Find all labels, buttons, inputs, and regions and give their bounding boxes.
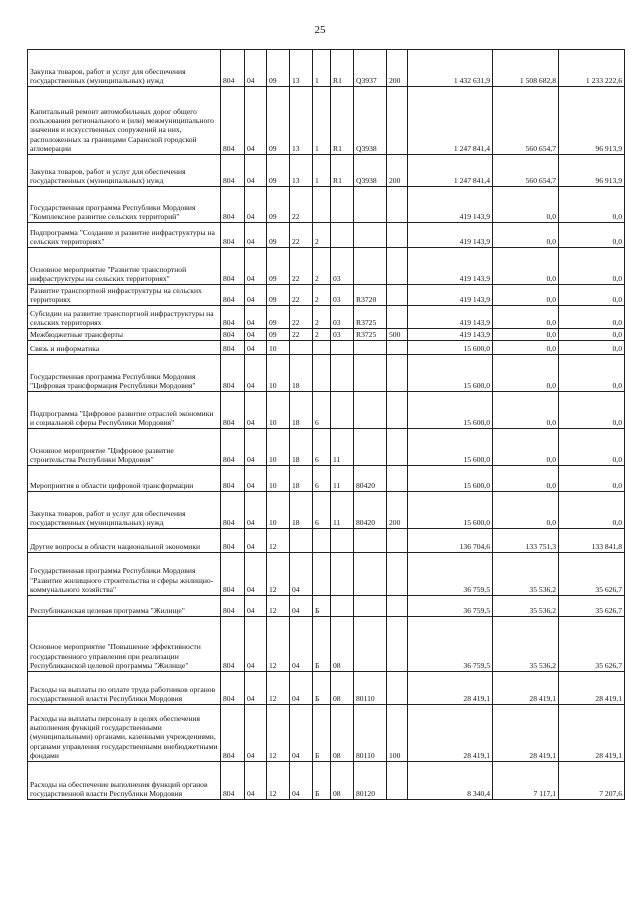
row-name-cell: Расходы на выплаты персоналу в целях обеспечения выполнения функций государственными (муниципальными) органами, казенными учреждениями, органами управления государственными внебюджетными фондами xyxy=(28,705,221,762)
amount-cell: 419 143,9 xyxy=(408,223,493,248)
code-cell: 04 xyxy=(245,355,267,392)
amount-cell: 0,0 xyxy=(559,466,625,492)
code-cell: 12 xyxy=(267,553,290,596)
code-cell: 04 xyxy=(245,617,267,672)
code-cell: 12 xyxy=(267,762,290,800)
code-cell xyxy=(313,341,331,355)
code-cell: 04 xyxy=(290,705,313,762)
amount-cell: 15 600,0 xyxy=(408,355,493,392)
code-cell: 04 xyxy=(245,529,267,553)
code-cell xyxy=(387,223,408,248)
code-cell: 04 xyxy=(245,50,267,87)
row-name-cell: Субсидии на развитие транспортной инфраструктуры на сельских территориях xyxy=(28,306,221,329)
code-cell: 10 xyxy=(267,429,290,466)
code-cell xyxy=(354,392,387,429)
code-cell: 12 xyxy=(267,596,290,617)
code-cell: 12 xyxy=(267,617,290,672)
code-cell xyxy=(331,553,354,596)
code-cell: Б xyxy=(313,705,331,762)
row-name-cell: Подпрограмма "Создание и развитие инфраструктуры на сельских территориях" xyxy=(28,223,221,248)
code-cell: 80120 xyxy=(354,762,387,800)
code-cell: R1 xyxy=(331,155,354,187)
table-body xyxy=(28,50,625,800)
amount-cell: 419 143,9 xyxy=(408,329,493,341)
code-cell xyxy=(387,355,408,392)
code-cell: 04 xyxy=(245,329,267,341)
amount-cell: 0,0 xyxy=(559,341,625,355)
amount-cell: 419 143,9 xyxy=(408,285,493,306)
code-cell: 804 xyxy=(221,529,245,553)
code-cell: 2 xyxy=(313,306,331,329)
row-name-cell: Основное мероприятие "Развитие транспортной инфраструктуры на сельских территориях" xyxy=(28,248,221,285)
code-cell: R3725 xyxy=(354,329,387,341)
code-cell: 03 xyxy=(331,285,354,306)
code-cell: 200 xyxy=(387,155,408,187)
code-cell: 04 xyxy=(290,762,313,800)
code-cell: 804 xyxy=(221,155,245,187)
amount-cell: 8 340,4 xyxy=(408,762,493,800)
code-cell: 804 xyxy=(221,329,245,341)
code-cell: Б xyxy=(313,672,331,705)
amount-cell: 133 841,8 xyxy=(559,529,625,553)
code-cell: 500 xyxy=(387,329,408,341)
code-cell: 13 xyxy=(290,50,313,87)
amount-cell: 15 600,0 xyxy=(408,429,493,466)
code-cell: 22 xyxy=(290,329,313,341)
amount-cell: 419 143,9 xyxy=(408,306,493,329)
code-cell: 6 xyxy=(313,492,331,529)
code-cell: 804 xyxy=(221,248,245,285)
amount-cell: 1 247 841,4 xyxy=(408,155,493,187)
amount-cell: 0,0 xyxy=(493,492,559,529)
code-cell: 100 xyxy=(387,705,408,762)
code-cell: 804 xyxy=(221,341,245,355)
code-cell: 804 xyxy=(221,466,245,492)
amount-cell: 0,0 xyxy=(559,429,625,466)
code-cell xyxy=(331,355,354,392)
amount-cell: 35 536,2 xyxy=(493,617,559,672)
code-cell: 08 xyxy=(331,705,354,762)
code-cell: 03 xyxy=(331,329,354,341)
code-cell: Q3937 xyxy=(354,50,387,87)
code-cell: 2 xyxy=(313,223,331,248)
code-cell: 6 xyxy=(313,466,331,492)
amount-cell: 96 913,9 xyxy=(559,155,625,187)
table-row xyxy=(28,341,625,355)
table-row xyxy=(28,87,625,155)
code-cell: 18 xyxy=(290,466,313,492)
table-row xyxy=(28,596,625,617)
code-cell: R3725 xyxy=(354,306,387,329)
code-cell: 09 xyxy=(267,87,290,155)
code-cell: 09 xyxy=(267,223,290,248)
code-cell: 22 xyxy=(290,285,313,306)
code-cell xyxy=(354,223,387,248)
code-cell: 804 xyxy=(221,306,245,329)
code-cell: 04 xyxy=(290,553,313,596)
code-cell: 18 xyxy=(290,392,313,429)
code-cell: 80420 xyxy=(354,466,387,492)
code-cell: Б xyxy=(313,617,331,672)
code-cell: 12 xyxy=(267,705,290,762)
code-cell xyxy=(387,392,408,429)
code-cell: 04 xyxy=(245,155,267,187)
code-cell: 04 xyxy=(245,248,267,285)
code-cell: 10 xyxy=(267,341,290,355)
code-cell xyxy=(331,341,354,355)
code-cell: 80110 xyxy=(354,672,387,705)
code-cell: 04 xyxy=(245,392,267,429)
amount-cell: 1 247 841,4 xyxy=(408,87,493,155)
code-cell xyxy=(354,341,387,355)
code-cell xyxy=(387,429,408,466)
amount-cell: 0,0 xyxy=(493,355,559,392)
table-row xyxy=(28,429,625,466)
table-row xyxy=(28,223,625,248)
amount-cell: 36 759,5 xyxy=(408,617,493,672)
code-cell: 22 xyxy=(290,306,313,329)
code-cell: 804 xyxy=(221,223,245,248)
code-cell: 804 xyxy=(221,596,245,617)
code-cell: 04 xyxy=(245,553,267,596)
code-cell: 04 xyxy=(290,596,313,617)
code-cell: 08 xyxy=(331,762,354,800)
amount-cell: 1 233 222,6 xyxy=(559,50,625,87)
code-cell: 09 xyxy=(267,187,290,223)
code-cell xyxy=(313,355,331,392)
amount-cell: 35 626,7 xyxy=(559,596,625,617)
code-cell: 12 xyxy=(267,672,290,705)
code-cell: 04 xyxy=(245,429,267,466)
amount-cell: 0,0 xyxy=(493,329,559,341)
amount-cell: 0,0 xyxy=(493,466,559,492)
amount-cell: 28 419,1 xyxy=(559,672,625,705)
code-cell: Q3938 xyxy=(354,155,387,187)
code-cell: 6 xyxy=(313,429,331,466)
amount-cell: 15 600,0 xyxy=(408,466,493,492)
code-cell: Б xyxy=(313,596,331,617)
amount-cell: 15 600,0 xyxy=(408,492,493,529)
code-cell: 08 xyxy=(331,672,354,705)
row-name-cell: Связь и информатика xyxy=(28,341,221,355)
code-cell: 1 xyxy=(313,50,331,87)
amount-cell: 35 536,2 xyxy=(493,553,559,596)
amount-cell: 7 117,1 xyxy=(493,762,559,800)
code-cell xyxy=(387,672,408,705)
code-cell: 04 xyxy=(245,187,267,223)
code-cell: 04 xyxy=(245,306,267,329)
code-cell xyxy=(354,617,387,672)
code-cell: 18 xyxy=(290,355,313,392)
code-cell xyxy=(331,596,354,617)
code-cell: 04 xyxy=(245,285,267,306)
code-cell: 22 xyxy=(290,223,313,248)
amount-cell: 0,0 xyxy=(559,248,625,285)
amount-cell: 0,0 xyxy=(559,223,625,248)
code-cell: 804 xyxy=(221,553,245,596)
code-cell xyxy=(387,529,408,553)
amount-cell: 1 432 631,9 xyxy=(408,50,493,87)
row-name-cell: Государственная программа Республики Мордовия "Цифровая трансформация Республики Мордовия" xyxy=(28,355,221,392)
code-cell: 18 xyxy=(290,429,313,466)
code-cell: 13 xyxy=(290,155,313,187)
code-cell xyxy=(331,187,354,223)
code-cell: 04 xyxy=(290,672,313,705)
amount-cell: 0,0 xyxy=(493,306,559,329)
code-cell: 804 xyxy=(221,187,245,223)
code-cell: Б xyxy=(313,762,331,800)
code-cell xyxy=(290,341,313,355)
code-cell: R1 xyxy=(331,50,354,87)
table-row xyxy=(28,155,625,187)
code-cell: 04 xyxy=(245,466,267,492)
table-row xyxy=(28,553,625,596)
row-name-cell: Подпрограмма "Цифровое развитие отраслей экономики и социальной сферы Республики Мордовия" xyxy=(28,392,221,429)
code-cell: 804 xyxy=(221,392,245,429)
row-name-cell: Государственная программа Республики Мордовия "Развитие жилищного строительства и сферы жилищно-коммунального хозяйства" xyxy=(28,553,221,596)
code-cell: 804 xyxy=(221,492,245,529)
code-cell: 04 xyxy=(245,87,267,155)
amount-cell: 15 600,0 xyxy=(408,392,493,429)
code-cell xyxy=(313,187,331,223)
row-name-cell: Расходы на обеспечение выполнения функций органов государственной власти Республики Мордовия xyxy=(28,762,221,800)
code-cell: 2 xyxy=(313,248,331,285)
amount-cell: 0,0 xyxy=(559,285,625,306)
code-cell: 10 xyxy=(267,492,290,529)
table-row xyxy=(28,762,625,800)
row-name-cell: Капитальный ремонт автомобильных дорог общего пользования регионального и (или) межмуниципального значения и искусственных сооружений на них, расположенных за границами Саранской городской агломерации xyxy=(28,87,221,155)
code-cell: 03 xyxy=(331,248,354,285)
code-cell xyxy=(387,87,408,155)
code-cell: 10 xyxy=(267,392,290,429)
amount-cell: 419 143,9 xyxy=(408,187,493,223)
code-cell: 04 xyxy=(245,705,267,762)
code-cell xyxy=(313,553,331,596)
code-cell: 18 xyxy=(290,492,313,529)
code-cell xyxy=(387,285,408,306)
amount-cell: 28 419,1 xyxy=(493,705,559,762)
code-cell: 804 xyxy=(221,672,245,705)
amount-cell: 419 143,9 xyxy=(408,248,493,285)
code-cell xyxy=(331,529,354,553)
code-cell xyxy=(331,392,354,429)
code-cell: 08 xyxy=(331,617,354,672)
code-cell xyxy=(387,187,408,223)
code-cell: 04 xyxy=(290,617,313,672)
row-name-cell: Республиканская целевая программа "Жилище" xyxy=(28,596,221,617)
code-cell xyxy=(354,355,387,392)
table-row xyxy=(28,187,625,223)
code-cell: 13 xyxy=(290,87,313,155)
code-cell: 804 xyxy=(221,285,245,306)
page-number: 25 xyxy=(314,24,326,36)
code-cell xyxy=(354,529,387,553)
amount-cell: 36 759,5 xyxy=(408,553,493,596)
amount-cell: 28 419,1 xyxy=(493,672,559,705)
code-cell xyxy=(354,429,387,466)
code-cell: 09 xyxy=(267,50,290,87)
amount-cell: 7 207,6 xyxy=(559,762,625,800)
code-cell: 804 xyxy=(221,50,245,87)
amount-cell: 136 704,6 xyxy=(408,529,493,553)
code-cell: 04 xyxy=(245,762,267,800)
table-row xyxy=(28,617,625,672)
code-cell: 12 xyxy=(267,529,290,553)
code-cell: 804 xyxy=(221,617,245,672)
amount-cell: 0,0 xyxy=(559,492,625,529)
code-cell xyxy=(354,248,387,285)
table-row xyxy=(28,705,625,762)
code-cell: 04 xyxy=(245,492,267,529)
code-cell: 1 xyxy=(313,155,331,187)
row-name-cell: Основное мероприятие "Повышение эффективности государственного управления при реализации Республиканской целевой программы "Жилище" xyxy=(28,617,221,672)
code-cell: 09 xyxy=(267,285,290,306)
amount-cell: 0,0 xyxy=(493,223,559,248)
amount-cell: 0,0 xyxy=(493,187,559,223)
code-cell: 804 xyxy=(221,87,245,155)
table-row xyxy=(28,529,625,553)
code-cell xyxy=(387,248,408,285)
code-cell: 2 xyxy=(313,285,331,306)
code-cell: 11 xyxy=(331,492,354,529)
amount-cell: 0,0 xyxy=(559,355,625,392)
code-cell: 6 xyxy=(313,392,331,429)
amount-cell: 36 759,5 xyxy=(408,596,493,617)
amount-cell: 0,0 xyxy=(559,329,625,341)
code-cell: 04 xyxy=(245,223,267,248)
code-cell: 200 xyxy=(387,50,408,87)
code-cell xyxy=(387,306,408,329)
code-cell: 804 xyxy=(221,762,245,800)
code-cell xyxy=(354,596,387,617)
table-row xyxy=(28,466,625,492)
code-cell xyxy=(290,529,313,553)
table-row xyxy=(28,492,625,529)
amount-cell: 28 419,1 xyxy=(408,705,493,762)
table-row xyxy=(28,248,625,285)
code-cell xyxy=(387,596,408,617)
code-cell: R3720 xyxy=(354,285,387,306)
row-name-cell: Закупка товаров, работ и услуг для обеспечения государственных (муниципальных) нужд xyxy=(28,155,221,187)
row-name-cell: Развитие транспортной инфраструктуры на сельских территориях xyxy=(28,285,221,306)
budget-table xyxy=(27,49,625,800)
amount-cell: 560 654,7 xyxy=(493,87,559,155)
table-row xyxy=(28,306,625,329)
amount-cell: 15 600,0 xyxy=(408,341,493,355)
code-cell: 04 xyxy=(245,341,267,355)
code-cell xyxy=(331,223,354,248)
code-cell xyxy=(313,529,331,553)
code-cell xyxy=(387,617,408,672)
amount-cell: 28 419,1 xyxy=(559,705,625,762)
row-name-cell: Другие вопросы в области национальной экономики xyxy=(28,529,221,553)
code-cell xyxy=(387,466,408,492)
code-cell: 804 xyxy=(221,355,245,392)
amount-cell: 0,0 xyxy=(559,187,625,223)
code-cell: R1 xyxy=(331,87,354,155)
amount-cell: 0,0 xyxy=(493,285,559,306)
table-row xyxy=(28,50,625,87)
code-cell: 80420 xyxy=(354,492,387,529)
table-row xyxy=(28,672,625,705)
amount-cell: 28 419,1 xyxy=(408,672,493,705)
amount-cell: 0,0 xyxy=(559,306,625,329)
amount-cell: 0,0 xyxy=(493,392,559,429)
code-cell: 09 xyxy=(267,329,290,341)
code-cell: 11 xyxy=(331,429,354,466)
row-name-cell: Межбюджетные трансферты xyxy=(28,329,221,341)
amount-cell: 96 913,9 xyxy=(559,87,625,155)
amount-cell: 0,0 xyxy=(559,392,625,429)
row-name-cell: Закупка товаров, работ и услуг для обеспечения государственных (муниципальных) нужд xyxy=(28,492,221,529)
code-cell: 10 xyxy=(267,355,290,392)
row-name-cell: Расходы на выплаты по оплате труда работников органов государственной власти Республики Мордовия xyxy=(28,672,221,705)
code-cell: 04 xyxy=(245,596,267,617)
code-cell xyxy=(387,341,408,355)
amount-cell: 0,0 xyxy=(493,248,559,285)
code-cell: 22 xyxy=(290,248,313,285)
amount-cell: 560 654,7 xyxy=(493,155,559,187)
code-cell: Q3938 xyxy=(354,87,387,155)
code-cell: 1 xyxy=(313,87,331,155)
table-row xyxy=(28,355,625,392)
row-name-cell: Мероприятия в области цифровой трансформации xyxy=(28,466,221,492)
code-cell xyxy=(354,187,387,223)
code-cell: 22 xyxy=(290,187,313,223)
code-cell: 11 xyxy=(331,466,354,492)
code-cell: 804 xyxy=(221,429,245,466)
table-row xyxy=(28,285,625,306)
code-cell: 09 xyxy=(267,306,290,329)
amount-cell: 35 536,2 xyxy=(493,596,559,617)
row-name-cell: Закупка товаров, работ и услуг для обеспечения государственных (муниципальных) нужд xyxy=(28,50,221,87)
amount-cell: 0,0 xyxy=(493,429,559,466)
row-name-cell: Основное мероприятие "Цифровое развитие строительства Республики Мордовия" xyxy=(28,429,221,466)
code-cell: 200 xyxy=(387,492,408,529)
amount-cell: 35 626,7 xyxy=(559,553,625,596)
amount-cell: 1 508 682,8 xyxy=(493,50,559,87)
amount-cell: 133 751,3 xyxy=(493,529,559,553)
code-cell xyxy=(387,553,408,596)
table-row xyxy=(28,392,625,429)
code-cell xyxy=(354,553,387,596)
code-cell xyxy=(387,762,408,800)
row-name-cell: Государственная программа Республики Мордовия "Комплексное развитие сельских территорий" xyxy=(28,187,221,223)
table-row xyxy=(28,329,625,341)
code-cell: 03 xyxy=(331,306,354,329)
code-cell: 09 xyxy=(267,248,290,285)
code-cell: 2 xyxy=(313,329,331,341)
code-cell: 80110 xyxy=(354,705,387,762)
amount-cell: 35 626,7 xyxy=(559,617,625,672)
code-cell: 09 xyxy=(267,155,290,187)
code-cell: 804 xyxy=(221,705,245,762)
code-cell: 04 xyxy=(245,672,267,705)
code-cell: 10 xyxy=(267,466,290,492)
amount-cell: 0,0 xyxy=(493,341,559,355)
